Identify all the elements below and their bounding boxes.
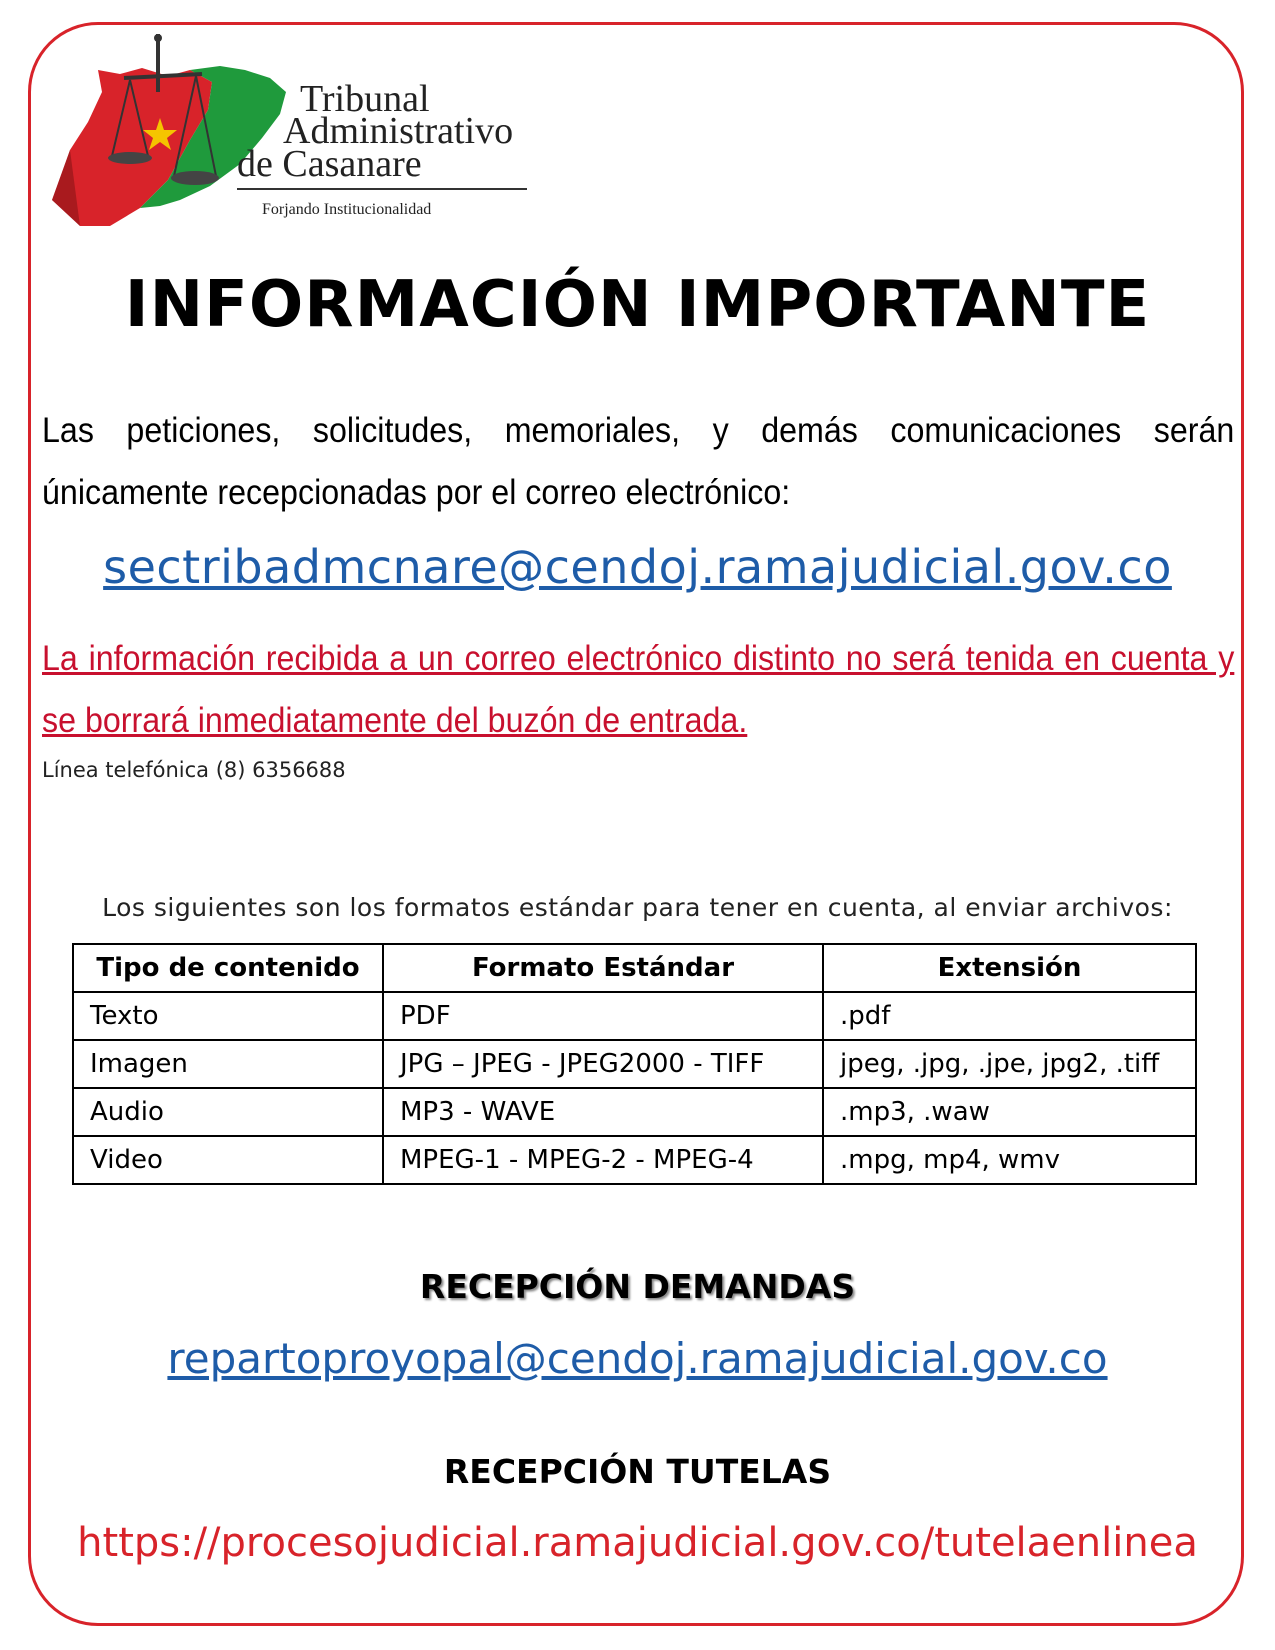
warning-paragraph: La información recibida a un correo electrónico distinto no será tenida en cuenta y se borrará inmediatamente del buzón de entrada. [42,639,1235,740]
table-cell: .pdf [823,992,1196,1040]
table-cell: MP3 - WAVE [383,1088,823,1136]
table-cell: JPG – JPEG - JPEG2000 - TIFF [383,1040,823,1088]
table-header: Extensión [823,944,1196,992]
page-title: INFORMACIÓN IMPORTANTE [124,268,1151,342]
logo-line-2: Administrativo [283,110,514,152]
table-cell: Video [73,1136,383,1184]
demandas-email-link[interactable]: repartoproyopal@cendoj.ramajudicial.gov.co [167,1334,1108,1383]
logo-tagline: Forjando Institucionalidad [262,201,432,218]
table-header-row [73,944,1196,992]
intro-paragraph: Las peticiones, solicitudes, memoriales, y demás comunicaciones serán únicamente recepcionadas por el correo electrónico: [42,411,1235,512]
main-email-link[interactable]: sectribadmcnare@cendoj.ramajudicial.gov.co [103,540,1172,594]
table-cell: jpeg, .jpg, .jpe, jpg2, .tiff [823,1040,1196,1088]
table-cell: Audio [73,1088,383,1136]
table-cell: Texto [73,992,383,1040]
demandas-heading: RECEPCIÓN DEMANDAS [419,1267,856,1306]
table-row [73,1136,1196,1184]
table-cell: .mp3, .waw [823,1088,1196,1136]
page-border [28,22,1244,1626]
table-cell: PDF [383,992,823,1040]
logo-line-1: Tribunal [300,78,430,120]
logo-line-3: de Casanare [237,143,422,185]
phone-line: Línea telefónica (8) 6356688 [42,758,346,782]
table-cell: Imagen [73,1040,383,1088]
formats-intro: Los siguientes son los formatos estándar para tener en cuenta, al enviar archivos: [102,893,1173,922]
tutelas-url-link[interactable]: https://procesojudicial.ramajudicial.gov.co/tutelaenlinea [77,1520,1198,1566]
table-header: Formato Estándar [383,944,823,992]
table-row [73,1088,1196,1136]
table-row [73,1040,1196,1088]
logo-divider [237,188,527,190]
formats-table [72,943,1197,1185]
casanare-map-scales-icon [40,30,300,240]
table-row [73,992,1196,1040]
table-cell: .mpg, mp4, wmv [823,1136,1196,1184]
table-cell: MPEG-1 - MPEG-2 - MPEG-4 [383,1136,823,1184]
tutelas-heading: RECEPCIÓN TUTELAS [443,1452,832,1491]
table-header: Tipo de contenido [73,944,383,992]
